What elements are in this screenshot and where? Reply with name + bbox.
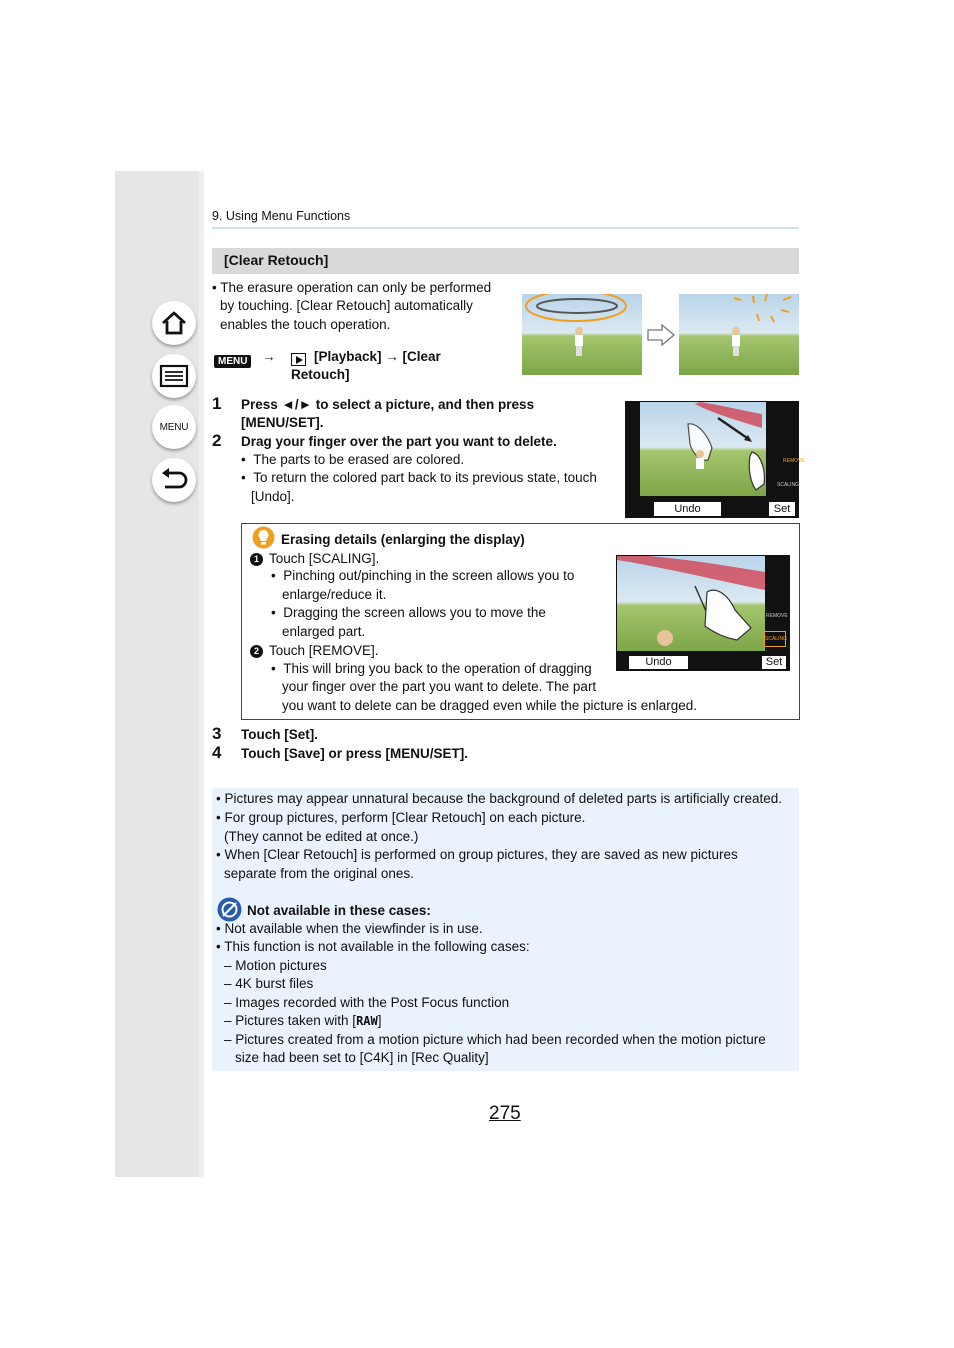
tip-bullet-2: • Dragging the screen allows you to move the	[271, 605, 546, 620]
case-2: – 4K burst files	[224, 976, 314, 991]
menu-path-arrow: →	[262, 349, 276, 364]
step-2-number: 2	[212, 431, 222, 450]
step-1-number: 1	[212, 394, 222, 413]
note-3: • When [Clear Retouch] is performed on group pictures, they are saved as new pictures	[216, 847, 738, 862]
case-1: – Motion pictures	[224, 958, 327, 973]
arrow-right-icon	[646, 323, 676, 347]
screen-2-undo-button[interactable]: Undo	[629, 656, 688, 669]
tip-item-1: 1 Touch [SCALING].	[250, 550, 379, 569]
step-3-number: 3	[212, 724, 222, 743]
step-4-text: Touch [Save] or press [MENU/SET].	[241, 746, 469, 761]
intro-line-2: by touching. [Clear Retouch] automatically	[220, 298, 473, 313]
menu-path-2: Retouch]	[291, 367, 350, 382]
example-photo-before	[522, 294, 642, 375]
sidebar-edge	[199, 171, 204, 1177]
screen-1-undo-button[interactable]: Undo	[654, 502, 721, 516]
camera-screen-1	[625, 401, 805, 518]
tip-bullet-2-cont: enlarged part.	[282, 624, 366, 639]
screen-1-set-button[interactable]: Set	[769, 502, 795, 516]
step-4-number: 4	[212, 743, 222, 762]
screen-2-scaling-button[interactable]: SCALING	[764, 631, 786, 647]
contents-button[interactable]	[152, 354, 196, 398]
menu-badge: MENU	[214, 351, 251, 369]
chapter-rule	[212, 227, 799, 229]
camera-screen-2	[616, 555, 790, 671]
page-number[interactable]: 275	[489, 1103, 521, 1124]
raw-icon: RAW	[356, 1014, 378, 1028]
screen-2-remove-button[interactable]: REMOVE	[766, 613, 788, 619]
return-icon	[159, 467, 189, 493]
note-1: • Pictures may appear unnatural because the background of deleted parts is artificially created.	[216, 791, 783, 806]
case-4: – Pictures taken with [RAW]	[224, 1013, 382, 1028]
step-2-bullet-1: • The parts to be erased are colored.	[241, 452, 465, 467]
screen-1-scaling-button[interactable]: SCALING	[777, 482, 799, 488]
tip-bullet-3-cont-2: you want to delete can be dragged even while the picture is enlarged.	[282, 698, 698, 713]
step-3-text: Touch [Set].	[241, 727, 318, 742]
list-icon	[159, 364, 189, 388]
screen-2-set-button[interactable]: Set	[762, 656, 786, 669]
home-button[interactable]	[152, 301, 196, 345]
case-5-cont: size had been set to [C4K] in [Rec Quality]	[235, 1050, 489, 1065]
screen-2-photo	[617, 556, 765, 651]
tip-bullet-3: • This will bring you back to the operation of dragging	[271, 661, 592, 676]
tip-bullet-1: • Pinching out/pinching in the screen allows you to	[271, 568, 575, 583]
lightbulb-icon	[252, 526, 275, 549]
step-2-text: Drag your finger over the part you want to delete.	[241, 434, 557, 449]
case-5: – Pictures created from a motion picture which had been recorded when the motion picture	[224, 1032, 766, 1047]
tip-title: Erasing details (enlarging the display)	[281, 532, 525, 547]
example-photo-after	[679, 294, 799, 375]
not-available-title: Not available in these cases:	[247, 903, 431, 918]
step-2-bullet-2-cont: [Undo].	[251, 489, 295, 504]
screen-1-remove-button[interactable]: REMOVE	[783, 458, 805, 464]
section-title: [Clear Retouch]	[224, 252, 329, 268]
step-1-line-1: Press ◄/► to select a picture, and then press	[241, 397, 535, 412]
not-available-1: • Not available when the viewfinder is in use.	[216, 921, 483, 936]
home-icon	[160, 310, 188, 336]
screen-1-photo	[640, 402, 766, 496]
step-1-line-2: [MENU/SET].	[241, 415, 324, 430]
menu-icon: MENU	[159, 421, 189, 433]
intro-line-3: enables the touch operation.	[220, 317, 391, 332]
case-3: – Images recorded with the Post Focus function	[224, 995, 510, 1010]
tip-item-2: 2 Touch [REMOVE].	[250, 642, 379, 661]
note-2-cont: (They cannot be edited at once.)	[224, 829, 419, 844]
tip-bullet-3-cont: your finger over the part you want to delete. The part	[282, 679, 597, 694]
chapter-heading: 9. Using Menu Functions	[212, 209, 351, 223]
menu-button[interactable]	[152, 405, 196, 449]
tip-bullet-1-cont: enlarge/reduce it.	[282, 587, 387, 602]
not-available-icon	[217, 897, 242, 922]
note-2: • For group pictures, perform [Clear Retouch] on each picture.	[216, 810, 586, 825]
back-button[interactable]	[152, 458, 196, 502]
intro-line-1: • The erasure operation can only be performed	[212, 280, 492, 295]
step-2-bullet-2: • To return the colored part back to its previous state, touch	[241, 470, 597, 485]
not-available-2: • This function is not available in the following cases:	[216, 939, 530, 954]
note-3-cont: separate from the original ones.	[224, 866, 414, 881]
menu-path-1: [Playback] → [Clear	[314, 349, 441, 364]
